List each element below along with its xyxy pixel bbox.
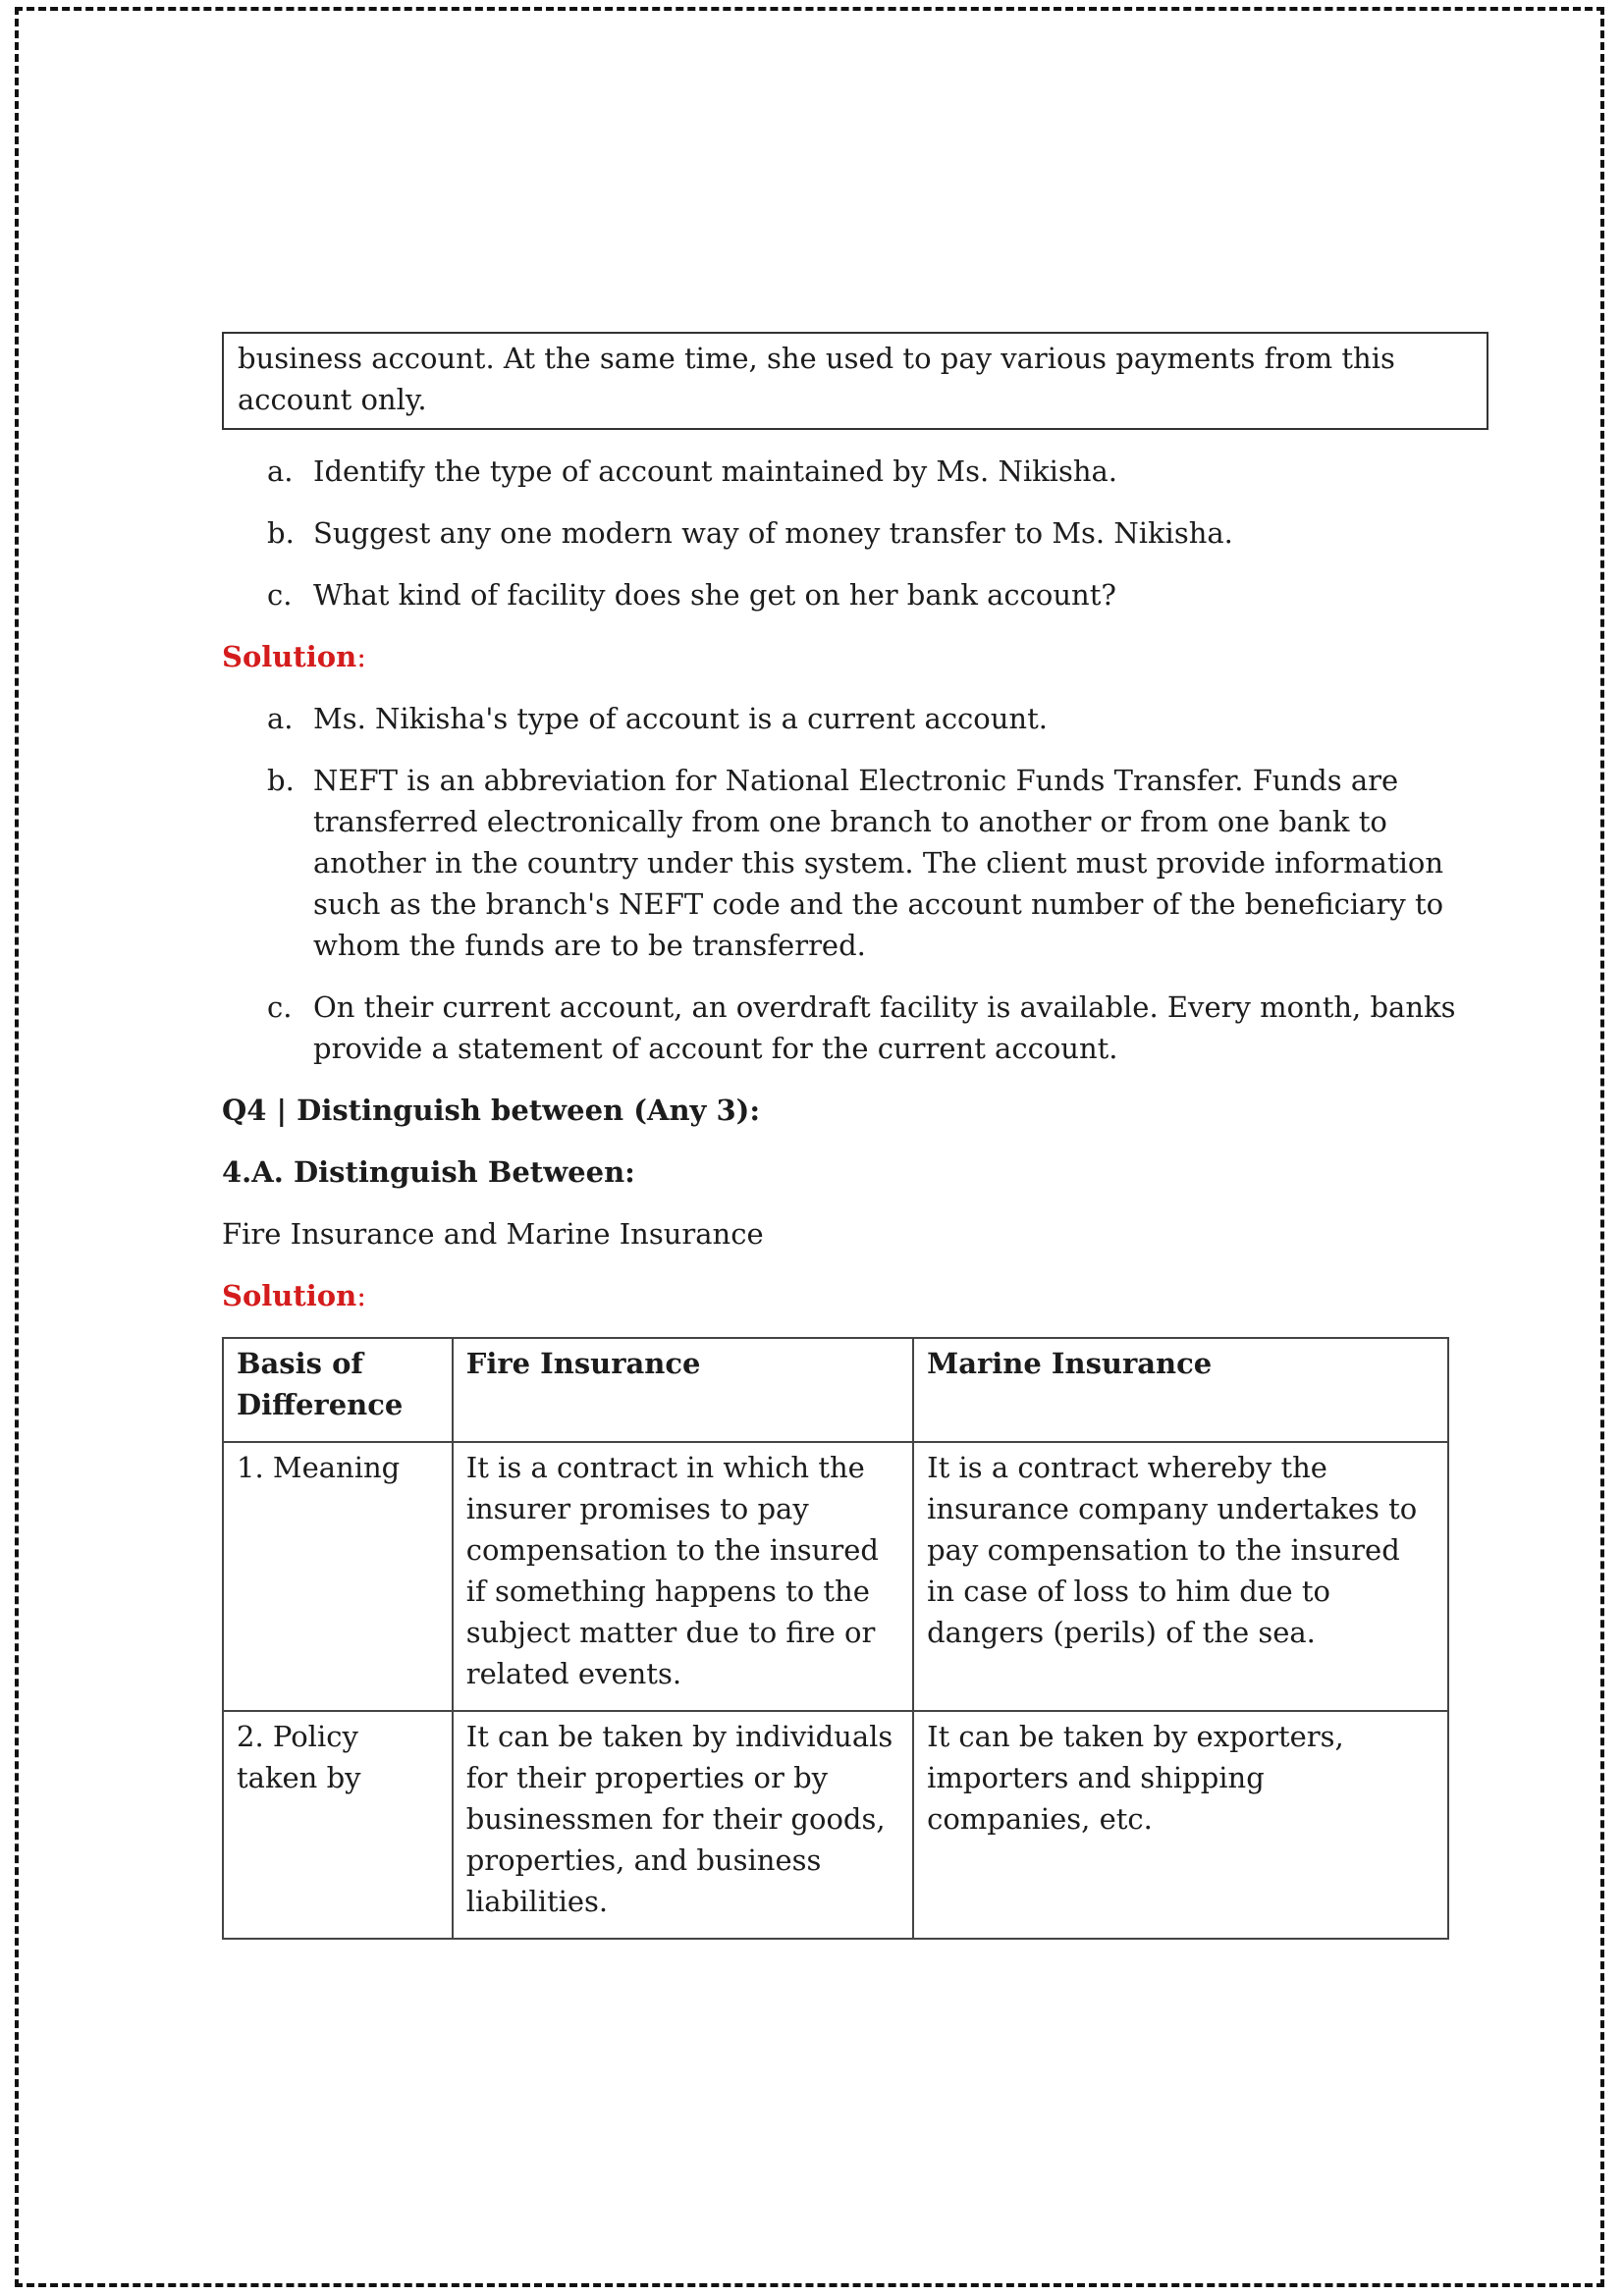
question-text: What kind of facility does she get on her bank account?: [313, 578, 1116, 612]
answer-list: [222, 698, 1488, 1069]
solution-colon: :: [356, 1279, 367, 1312]
question-context-text: business account. At the same time, she used to pay various payments from this account only.: [238, 342, 1395, 416]
table-cell: It is a contract in which the insurer promises to pay compensation to the insured if something happens to the subject matter due to fire or related events.: [453, 1442, 913, 1711]
question-list: [222, 451, 1488, 615]
question-text: Identify the type of account maintained by Ms. Nikisha.: [313, 454, 1118, 488]
table-cell: 1. Meaning: [223, 1442, 453, 1711]
table-row: [223, 1442, 1448, 1711]
table-header-cell: Basis of Difference: [223, 1338, 453, 1442]
list-marker: b.: [267, 516, 295, 550]
solution-label: Solution: [222, 1279, 357, 1312]
list-marker: c.: [267, 990, 293, 1024]
table-cell: It is a contract whereby the insurance company undertakes to pay compensation to the insured in case of loss to him due to dangers (perils) of the sea.: [913, 1442, 1448, 1711]
question-item-b: [267, 512, 1488, 554]
q4a-heading: 4.A. Distinguish Between:: [222, 1155, 635, 1189]
document-content: [222, 332, 1488, 1940]
solution-heading-2: [222, 1275, 1488, 1316]
question-item-c: [267, 574, 1488, 615]
answer-text: Ms. Nikisha's type of account is a current account.: [313, 702, 1048, 735]
list-marker: a.: [267, 454, 294, 488]
table-header-cell: Marine Insurance: [913, 1338, 1448, 1442]
list-marker: a.: [267, 702, 294, 735]
answer-item-b: [267, 760, 1488, 966]
table-header-row: [223, 1338, 1448, 1442]
solution-label: Solution: [222, 640, 357, 673]
question-item-a: [267, 451, 1488, 492]
table-header-cell: Fire Insurance: [453, 1338, 913, 1442]
q4-heading: Q4 | Distinguish between (Any 3):: [222, 1094, 761, 1127]
list-marker: b.: [267, 764, 295, 797]
table-cell: 2. Policy taken by: [223, 1711, 453, 1939]
solution-heading-1: [222, 636, 1488, 677]
table-cell: It can be taken by individuals for their properties or by businessmen for their goods, properties, and business liabilities.: [453, 1711, 913, 1939]
list-marker: c.: [267, 578, 293, 612]
answer-text: On their current account, an overdraft facility is available. Every month, banks provide a statement of account for the current account.: [313, 990, 1456, 1065]
answer-item-c: [267, 987, 1488, 1069]
question-text: Suggest any one modern way of money transfer to Ms. Nikisha.: [313, 516, 1233, 550]
solution-colon: :: [356, 640, 367, 673]
question-context-box: [222, 332, 1488, 430]
answer-item-a: [267, 698, 1488, 739]
comparison-table: [222, 1337, 1449, 1940]
table-row: [223, 1711, 1448, 1939]
answer-text: NEFT is an abbreviation for National Electronic Funds Transfer. Funds are transferred electronically from one branch to another or from one bank to another in the country under this system. The client must provide information such as the branch's NEFT code and the account number of the beneficiary to whom the funds are to be transferred.: [313, 764, 1444, 962]
q4a-topic: Fire Insurance and Marine Insurance: [222, 1217, 764, 1251]
table-cell: It can be taken by exporters, importers and shipping companies, etc.: [913, 1711, 1448, 1939]
